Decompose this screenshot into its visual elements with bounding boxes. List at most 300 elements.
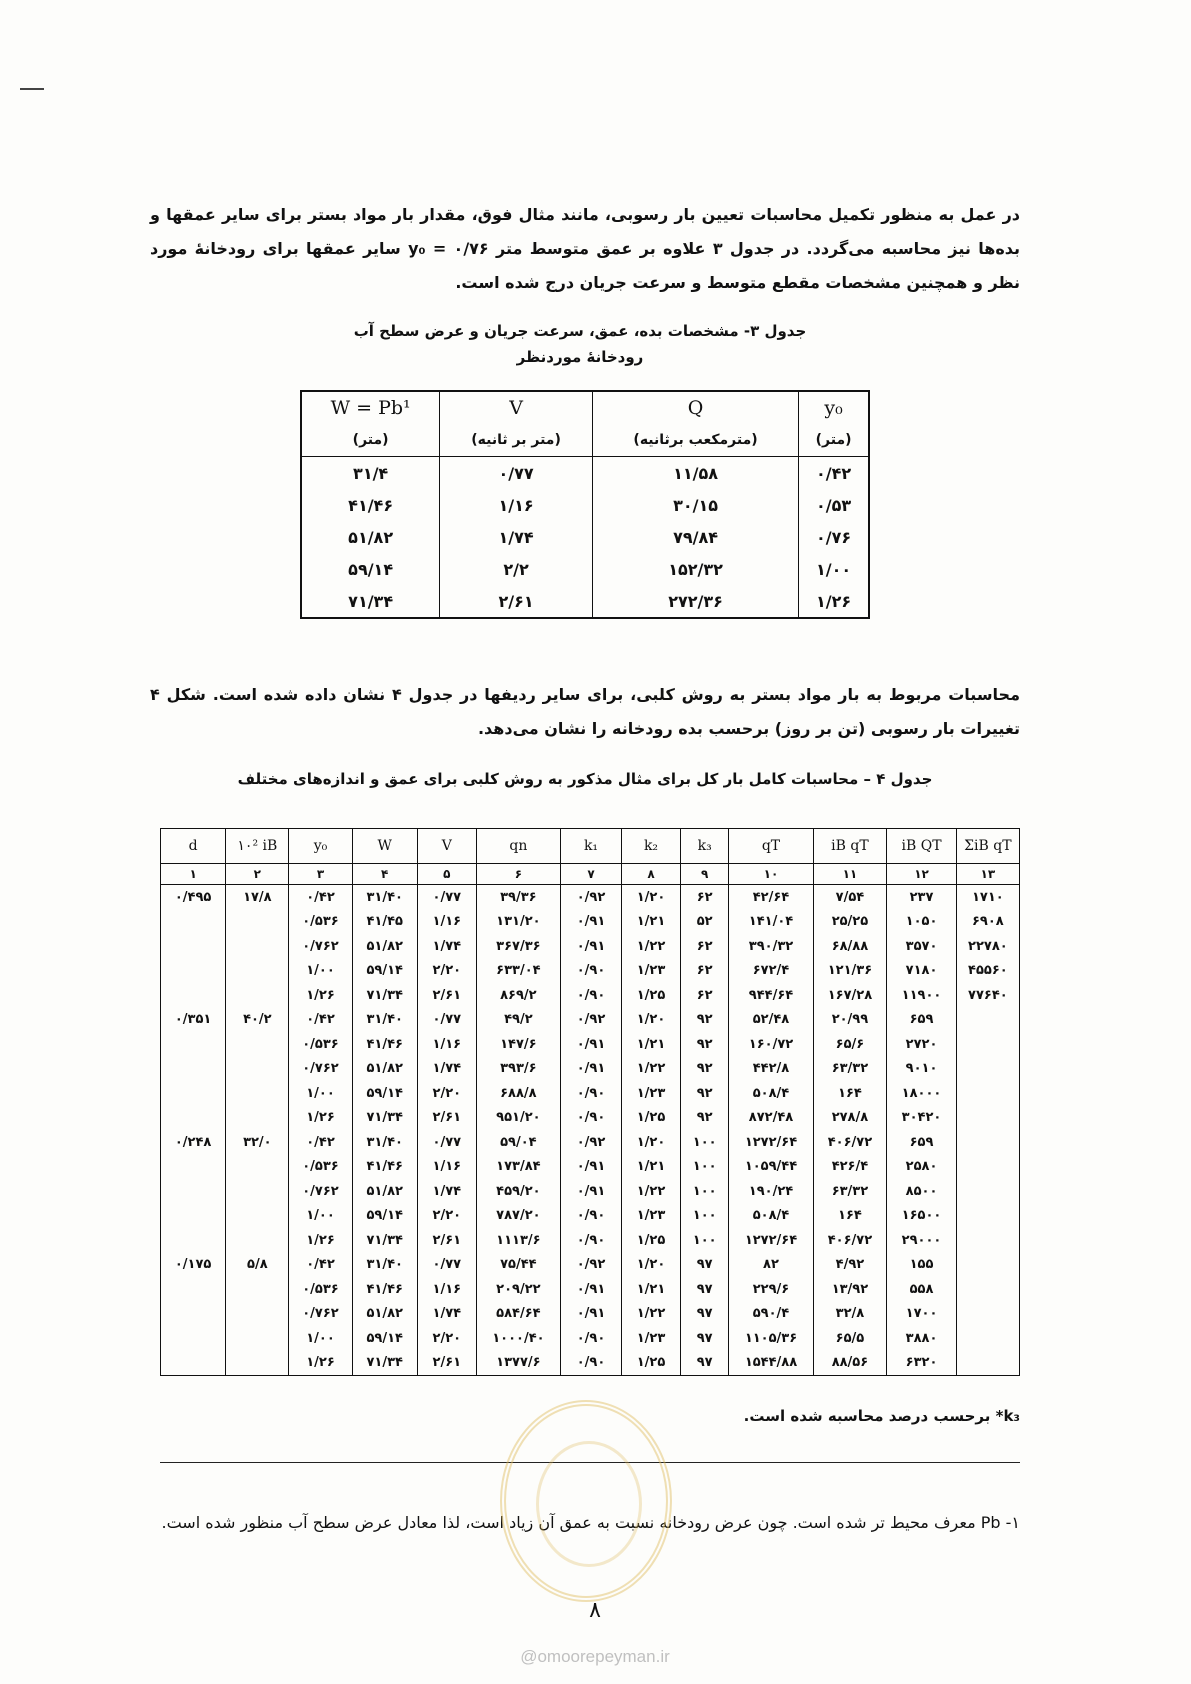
table4-cell: ۱/۲۳ <box>622 1204 681 1229</box>
table3 <box>300 390 870 619</box>
table4-cell: ۶۲ <box>680 983 728 1008</box>
table4-cell: ۴۱/۴۵ <box>352 910 417 935</box>
table4-cell: ۴۵۵۶۰ <box>956 959 1019 984</box>
table4-cell: ۹۷ <box>680 1302 728 1327</box>
table4-header: k₃ <box>680 829 728 864</box>
table3-cell: ۷۱/۳۴ <box>301 585 440 618</box>
table4-cell <box>226 1277 289 1302</box>
table-row <box>301 585 869 618</box>
table4-cell: ۱۰۵۰ <box>887 910 956 935</box>
table4-cell: ۱۷۰۰ <box>887 1302 956 1327</box>
table4-cell: ۹۲ <box>680 1106 728 1131</box>
table4-header: ۱۰² iB <box>226 829 289 864</box>
table4-cell: ۶۳/۳۲ <box>813 1179 887 1204</box>
table4-cell <box>161 983 226 1008</box>
table4-cell: ۷/۵۴ <box>813 885 887 910</box>
table3-unit: (متر بر ثانیه) <box>440 424 593 457</box>
table4-cell: ۸۸/۵۶ <box>813 1351 887 1376</box>
table4-cell: ۰/۹۱ <box>560 1179 621 1204</box>
footnote-1: ۱- Pb معرف محیط تر شده است. چون عرض رودخانه نسبت به عمق آن زیاد است، لذا معادل عرض سطح آب منظور شده است. <box>161 1513 1020 1532</box>
table4-cell: ۱/۲۱ <box>622 1032 681 1057</box>
table4-cell: ۸۵۰۰ <box>887 1179 956 1204</box>
table4-cell: ۰/۴۲ <box>289 1253 352 1278</box>
table3-cell: ۲/۲ <box>440 553 593 585</box>
table4-cell <box>226 1032 289 1057</box>
table3-caption <box>300 318 860 370</box>
table4-cell: ۱/۲۳ <box>622 1081 681 1106</box>
table4-cell: ۰/۹۲ <box>560 1253 621 1278</box>
table4-cell: ۱۴۷/۶ <box>476 1032 560 1057</box>
table4-cell <box>161 1179 226 1204</box>
table4-cell: ۲/۲۰ <box>417 1204 476 1229</box>
table4-cell <box>956 1057 1019 1082</box>
table4-cell: ۱/۲۵ <box>622 1351 681 1376</box>
table-row <box>161 934 1020 959</box>
table4-cell <box>161 1057 226 1082</box>
table4-cell: ۱۵۴۴/۸۸ <box>729 1351 813 1376</box>
table-row <box>161 885 1020 910</box>
table4-cell: ۷۸۷/۲۰ <box>476 1204 560 1229</box>
table4-cell: ۱/۲۲ <box>622 934 681 959</box>
table4-cell: ۶۵۹ <box>887 1008 956 1033</box>
table3-cell: ۵۹/۱۴ <box>301 553 440 585</box>
table3-unit: (متر) <box>799 424 869 457</box>
table4-cell: ۱۰۰ <box>680 1228 728 1253</box>
table4-cell <box>226 983 289 1008</box>
table3-cell: ۱۵۲/۳۲ <box>592 553 798 585</box>
table4-cell: ۰/۹۱ <box>560 910 621 935</box>
table4-cell <box>161 1032 226 1057</box>
table-row <box>161 1155 1020 1180</box>
table3-cell: ۰/۷۶ <box>799 521 869 553</box>
table4-cell <box>956 1155 1019 1180</box>
table4-cell <box>226 1057 289 1082</box>
table4-column-number: ۳ <box>289 864 352 885</box>
table4-cell: ۱۰۰۰/۴۰ <box>476 1326 560 1351</box>
table4-cell: ۱۲۷۲/۶۴ <box>729 1228 813 1253</box>
table4-cell: ۱/۲۱ <box>622 910 681 935</box>
table4-cell: ۰/۹۱ <box>560 934 621 959</box>
table3-cell: ۵۱/۸۲ <box>301 521 440 553</box>
table4-header-row <box>161 829 1020 864</box>
table4-cell: ۱/۲۶ <box>289 983 352 1008</box>
table4-cell: ۹۲ <box>680 1032 728 1057</box>
table4-header: k₂ <box>622 829 681 864</box>
table4-cell: ۲/۲۰ <box>417 1081 476 1106</box>
table4-cell: ۶۵۹ <box>887 1130 956 1155</box>
table4-cell: ۵۹۰/۴ <box>729 1302 813 1327</box>
table4-cell: ۷۱۸۰ <box>887 959 956 984</box>
table4-cell: ۰/۹۰ <box>560 1326 621 1351</box>
table4-cell <box>956 1228 1019 1253</box>
table4-cell: ۱۱۱۳/۶ <box>476 1228 560 1253</box>
table3-cell: ۴۱/۴۶ <box>301 489 440 521</box>
table4-cell: ۱۰۰ <box>680 1179 728 1204</box>
table3-header: W = Pb¹ <box>301 391 440 424</box>
table4-cell: ۰/۹۱ <box>560 1032 621 1057</box>
table4-cell <box>161 959 226 984</box>
table4-cell <box>956 1351 1019 1376</box>
table4-cell: ۶۸/۸۸ <box>813 934 887 959</box>
table4-header: y₀ <box>289 829 352 864</box>
table3-header: Q <box>592 391 798 424</box>
table4-cell: ۳۲/۸ <box>813 1302 887 1327</box>
table4-cell: ۱۶۷/۲۸ <box>813 983 887 1008</box>
table4-cell: ۵۲ <box>680 910 728 935</box>
table4-number-row <box>161 864 1020 885</box>
table4-cell: ۰/۷۶۲ <box>289 1179 352 1204</box>
table4-cell: ۹۲ <box>680 1057 728 1082</box>
table4-column-number: ۹ <box>680 864 728 885</box>
table4-cell: ۰/۷۷ <box>417 1008 476 1033</box>
table4-cell: ۱۷۱۰ <box>956 885 1019 910</box>
table4-cell: ۰/۹۰ <box>560 1204 621 1229</box>
table4-cell <box>226 1179 289 1204</box>
table4-cell: ۱/۲۰ <box>622 885 681 910</box>
seal-inner-ring <box>536 1441 642 1567</box>
table4-cell: ۴۱/۴۶ <box>352 1277 417 1302</box>
table4-cell: ۰/۳۵۱ <box>161 1008 226 1033</box>
table4-cell: ۶۵/۵ <box>813 1326 887 1351</box>
table4-cell: ۳۱/۴۰ <box>352 1253 417 1278</box>
table3-cell: ۷۹/۸۴ <box>592 521 798 553</box>
table4-cell: ۱۸۰۰۰ <box>887 1081 956 1106</box>
table4-cell: ۰/۹۰ <box>560 1106 621 1131</box>
table4-cell: ۹۷ <box>680 1277 728 1302</box>
table4-cell <box>956 1106 1019 1131</box>
table3-cell: ۰/۷۷ <box>440 457 593 490</box>
table4-cell: ۵۵۸ <box>887 1277 956 1302</box>
table4-body <box>161 885 1020 1376</box>
table-row <box>161 1326 1020 1351</box>
table4-cell: ۱۰۵۹/۴۴ <box>729 1155 813 1180</box>
table4-cell: ۷۱/۳۴ <box>352 983 417 1008</box>
table4-cell: ۱/۰۰ <box>289 1326 352 1351</box>
table4-column-number: ۱ <box>161 864 226 885</box>
table4-cell: ۱۶۴ <box>813 1204 887 1229</box>
table4-cell: ۱/۰۰ <box>289 1081 352 1106</box>
table4-cell: ۰/۱۷۵ <box>161 1253 226 1278</box>
table4-cell: ۱/۲۲ <box>622 1179 681 1204</box>
table4-cell: ۰/۷۶۲ <box>289 934 352 959</box>
table4-cell: ۲۵۸۰ <box>887 1155 956 1180</box>
table4-cell: ۶۲ <box>680 934 728 959</box>
table4-cell: ۲/۲۰ <box>417 1326 476 1351</box>
table3-cell: ۰/۵۳ <box>799 489 869 521</box>
table-row <box>161 1253 1020 1278</box>
table4-cell <box>161 1155 226 1180</box>
table4-cell: ۲۵/۲۵ <box>813 910 887 935</box>
table4-cell: ۶۷۲/۴ <box>729 959 813 984</box>
table4-cell: ۱/۰۰ <box>289 1204 352 1229</box>
table4-cell: ۰/۹۰ <box>560 983 621 1008</box>
table4-cell <box>226 1106 289 1131</box>
table4-cell: ۴۱/۴۶ <box>352 1155 417 1180</box>
table4-cell: ۸۲ <box>729 1253 813 1278</box>
footnote-star: k₃* برحسب درصد محاسبه شده است. <box>743 1407 1020 1425</box>
table4-cell: ۵۰۸/۴ <box>729 1204 813 1229</box>
paragraph-intro: در عمل به منظور تکمیل محاسبات تعیین بار رسوبی، مانند مثال فوق، مقدار بار مواد بستر برای سایر عمقها و بده‌ها نیز محاسبه می‌گردد. در جدول ۳ علاوه بر عمق متوسط متر y₀ = ۰/۷۶ سایر عمقها برای رودخانهٔ مورد نظر و همچنین مشخصات مقطع متوسط و سرعت جریان درج شده است. <box>150 205 1021 292</box>
table4-cell: ۵۹/۱۴ <box>352 1081 417 1106</box>
table4-cell: ۰/۴۲ <box>289 1008 352 1033</box>
table4-cell: ۱۴۱/۰۴ <box>729 910 813 935</box>
table4-cell: ۲/۶۱ <box>417 983 476 1008</box>
watermark-url: @omoorepeyman.ir <box>520 1647 670 1666</box>
table4-cell: ۳۶۷/۳۶ <box>476 934 560 959</box>
table4-header: W <box>352 829 417 864</box>
table4-cell <box>161 910 226 935</box>
table4-cell <box>226 1081 289 1106</box>
table4-cell: ۲۲۹/۶ <box>729 1277 813 1302</box>
table4-cell: ۱/۲۳ <box>622 1326 681 1351</box>
table4-cell <box>226 934 289 959</box>
table4-cell: ۳۵۷۰ <box>887 934 956 959</box>
table4-cell: ۳۸۸۰ <box>887 1326 956 1351</box>
table4-cell: ۱/۲۶ <box>289 1351 352 1376</box>
table4-cell: ۶۲ <box>680 885 728 910</box>
table4-cell: ۱/۱۶ <box>417 1155 476 1180</box>
table4-cell <box>161 1351 226 1376</box>
table4-cell: ۹۷ <box>680 1351 728 1376</box>
table4-cell: ۰/۹۲ <box>560 1008 621 1033</box>
table4-cell: ۵۹/۱۴ <box>352 959 417 984</box>
table-row <box>161 1277 1020 1302</box>
table-row <box>161 1228 1020 1253</box>
table4-cell: ۳۱/۴۰ <box>352 1008 417 1033</box>
table4-cell: ۵۹/۰۴ <box>476 1130 560 1155</box>
table-row <box>161 1008 1020 1033</box>
table4-cell: ۶۳/۳۲ <box>813 1057 887 1082</box>
table4-cell: ۱/۱۶ <box>417 910 476 935</box>
table4 <box>160 828 1020 1376</box>
table-row <box>161 1057 1020 1082</box>
table-row <box>301 457 869 490</box>
table4-cell <box>161 934 226 959</box>
table4-cell: ۴/۹۲ <box>813 1253 887 1278</box>
table4-cell: ۳۲/۰ <box>226 1130 289 1155</box>
table-row <box>161 910 1020 935</box>
table4-cell: ۰/۹۰ <box>560 1351 621 1376</box>
table-row <box>301 521 869 553</box>
table4-cell: ۹۷ <box>680 1253 728 1278</box>
table4-cell: ۱/۲۵ <box>622 1106 681 1131</box>
table3-cell: ۲۷۲/۳۶ <box>592 585 798 618</box>
table4-column-number: ۱۳ <box>956 864 1019 885</box>
table4-header: V <box>417 829 476 864</box>
table3-cell: ۱/۰۰ <box>799 553 869 585</box>
table4-header: d <box>161 829 226 864</box>
table-row <box>161 1204 1020 1229</box>
table4-cell <box>161 1228 226 1253</box>
table4-cell: ۱/۷۴ <box>417 1302 476 1327</box>
table-row <box>161 1179 1020 1204</box>
table4-cell: ۰/۴۹۵ <box>161 885 226 910</box>
table4-cell: ۱۰۰ <box>680 1155 728 1180</box>
table3-caption-line2: رودخانهٔ موردنظر <box>516 348 644 366</box>
table4-cell: ۰/۷۶۲ <box>289 1057 352 1082</box>
table4-header: k₁ <box>560 829 621 864</box>
table4-cell: ۷۱/۳۴ <box>352 1106 417 1131</box>
table4-cell: ۹۵۱/۲۰ <box>476 1106 560 1131</box>
table4-cell: ۰/۷۷ <box>417 1130 476 1155</box>
table4-cell: ۵۹/۱۴ <box>352 1326 417 1351</box>
table4-cell <box>161 1326 226 1351</box>
table4-column-number: ۸ <box>622 864 681 885</box>
table4-cell: ۱۵۵ <box>887 1253 956 1278</box>
table4-cell <box>956 1130 1019 1155</box>
table4-cell: ۵۰۸/۴ <box>729 1081 813 1106</box>
table4-cell: ۲۳۷ <box>887 885 956 910</box>
table4-cell: ۰/۵۳۶ <box>289 1277 352 1302</box>
table4-cell: ۶۵/۶ <box>813 1032 887 1057</box>
table3-body <box>301 457 869 619</box>
table4-cell: ۱۳/۹۲ <box>813 1277 887 1302</box>
table4-column-number: ۱۱ <box>813 864 887 885</box>
table4-cell: ۱/۲۵ <box>622 1228 681 1253</box>
table4-cell: ۱/۲۶ <box>289 1228 352 1253</box>
table4-cell: ۰/۹۲ <box>560 885 621 910</box>
table4-cell <box>956 1253 1019 1278</box>
table3-unit: (مترمکعب برثانیه) <box>592 424 798 457</box>
table4-cell: ۰/۴۲ <box>289 885 352 910</box>
table3-cell: ۱۱/۵۸ <box>592 457 798 490</box>
table4-cell: ۱۷/۸ <box>226 885 289 910</box>
table3-header: y₀ <box>799 391 869 424</box>
table4-column-number: ۱۲ <box>887 864 956 885</box>
table4-cell <box>161 1302 226 1327</box>
table3-cell: ۱/۲۶ <box>799 585 869 618</box>
table4-cell: ۱۶۴ <box>813 1081 887 1106</box>
table4-cell: ۱/۲۰ <box>622 1253 681 1278</box>
table4-cell: ۱/۷۴ <box>417 934 476 959</box>
table-row <box>161 1302 1020 1327</box>
table4-cell: ۳۱/۴۰ <box>352 1130 417 1155</box>
table4-cell <box>226 910 289 935</box>
page-number: ۸ <box>589 1598 601 1623</box>
table4-cell: ۱/۱۶ <box>417 1277 476 1302</box>
table4-column-number: ۴ <box>352 864 417 885</box>
table4-cell: ۱۶۰/۷۲ <box>729 1032 813 1057</box>
table4-cell: ۳۰۴۲۰ <box>887 1106 956 1131</box>
table4-cell <box>226 1302 289 1327</box>
table4-cell <box>956 1277 1019 1302</box>
table4-cell <box>226 1351 289 1376</box>
table3-cell: ۰/۴۲ <box>799 457 869 490</box>
table4-cell: ۲/۶۱ <box>417 1351 476 1376</box>
table4-cell: ۰/۹۱ <box>560 1057 621 1082</box>
table4-cell: ۱۱۰۵/۳۶ <box>729 1326 813 1351</box>
table4-cell: ۱/۲۶ <box>289 1106 352 1131</box>
table4-column-number: ۵ <box>417 864 476 885</box>
table4-cell: ۱۳۷۷/۶ <box>476 1351 560 1376</box>
table3-unit: (متر) <box>301 424 440 457</box>
table4-column-number: ۱۰ <box>729 864 813 885</box>
table3-cell: ۳۰/۱۵ <box>592 489 798 521</box>
table4-cell: ۲۷۲۰ <box>887 1032 956 1057</box>
table4-cell: ۰/۷۷ <box>417 885 476 910</box>
table4-cell: ۱/۲۱ <box>622 1277 681 1302</box>
table4-cell: ۷۵/۴۴ <box>476 1253 560 1278</box>
table4-cell <box>226 959 289 984</box>
table4-cell: ۵۱/۸۲ <box>352 1179 417 1204</box>
table4-cell: ۲۲۷۸۰ <box>956 934 1019 959</box>
table4-cell: ۱/۷۴ <box>417 1057 476 1082</box>
table3-caption-line1: جدول ۳- مشخصات بده، عمق، سرعت جریان و عرض سطح آب <box>353 322 807 340</box>
table4-cell <box>226 1228 289 1253</box>
table3-units-row <box>301 424 869 457</box>
table4-cell: ۲۰/۹۹ <box>813 1008 887 1033</box>
table4-cell: ۵۸۴/۶۴ <box>476 1302 560 1327</box>
table4-cell: ۰/۹۰ <box>560 1081 621 1106</box>
table4-header: iB QT <box>887 829 956 864</box>
table4-cell: ۰/۵۳۶ <box>289 1155 352 1180</box>
table4-cell: ۶۹۰۸ <box>956 910 1019 935</box>
table-row <box>161 1351 1020 1376</box>
table3-cell: ۳۱/۴ <box>301 457 440 490</box>
table4-cell: ۷۱/۳۴ <box>352 1351 417 1376</box>
table4-cell: ۸۷۲/۴۸ <box>729 1106 813 1131</box>
table4-cell: ۲/۲۰ <box>417 959 476 984</box>
table4-cell: ۵/۸ <box>226 1253 289 1278</box>
table4-cell: ۱۲۱/۳۶ <box>813 959 887 984</box>
table-row <box>161 959 1020 984</box>
table-row <box>161 1106 1020 1131</box>
table4-cell: ۹۲ <box>680 1081 728 1106</box>
table4-cell: ۱۳۱/۲۰ <box>476 910 560 935</box>
paragraph-calculations: محاسبات مربوط به بار مواد بستر به روش کلبی، برای سایر ردیفها در جدول ۴ نشان داده شده است. شکل ۴ تغییرات بار رسوبی (تن بر روز) برحسب بده رودخانه را نشان می‌دهد. <box>150 685 1020 738</box>
table4-cell: ۱۰۰ <box>680 1204 728 1229</box>
table4-cell <box>226 1155 289 1180</box>
table4-header: qn <box>476 829 560 864</box>
table4-cell: ۴۲/۶۴ <box>729 885 813 910</box>
table4-cell: ۷۷۶۴۰ <box>956 983 1019 1008</box>
table4-cell: ۰/۹۱ <box>560 1277 621 1302</box>
table4-cell: ۵۲/۴۸ <box>729 1008 813 1033</box>
publisher-seal-stamp <box>500 1400 672 1602</box>
table4-cell: ۴۰۶/۷۲ <box>813 1130 887 1155</box>
table4-cell: ۵۹/۱۴ <box>352 1204 417 1229</box>
table4-cell: ۹۲ <box>680 1008 728 1033</box>
table4-cell: ۶۸۸/۸ <box>476 1081 560 1106</box>
table3-cell: ۱/۷۴ <box>440 521 593 553</box>
table4-cell: ۴۵۹/۲۰ <box>476 1179 560 1204</box>
table4-cell <box>161 1204 226 1229</box>
table4-cell: ۱۲۷۲/۶۴ <box>729 1130 813 1155</box>
table4-cell: ۰/۹۰ <box>560 1228 621 1253</box>
table4-cell <box>956 1204 1019 1229</box>
table4-cell: ۱/۲۰ <box>622 1130 681 1155</box>
table4-cell: ۰/۹۲ <box>560 1130 621 1155</box>
table4-cell: ۱/۲۲ <box>622 1302 681 1327</box>
table-row <box>161 983 1020 1008</box>
table4-cell: ۶۳۳/۰۴ <box>476 959 560 984</box>
table4-cell: ۵۱/۸۲ <box>352 934 417 959</box>
table4-cell: ۱۶۵۰۰ <box>887 1204 956 1229</box>
table4-cell: ۶۳۲۰ <box>887 1351 956 1376</box>
table4-cell <box>161 1081 226 1106</box>
table4-cell: ۱/۲۰ <box>622 1008 681 1033</box>
table4-cell <box>956 1081 1019 1106</box>
table4-column-number: ۶ <box>476 864 560 885</box>
table3-cell: ۱/۱۶ <box>440 489 593 521</box>
table4-cell <box>226 1204 289 1229</box>
table4-cell: ۲۷۸/۸ <box>813 1106 887 1131</box>
table4-cell: ۴۰۶/۷۲ <box>813 1228 887 1253</box>
table4-cell: ۱/۱۶ <box>417 1032 476 1057</box>
table-row <box>161 1130 1020 1155</box>
table4-cell: ۱۷۳/۸۴ <box>476 1155 560 1180</box>
table4-cell: ۱/۲۵ <box>622 983 681 1008</box>
